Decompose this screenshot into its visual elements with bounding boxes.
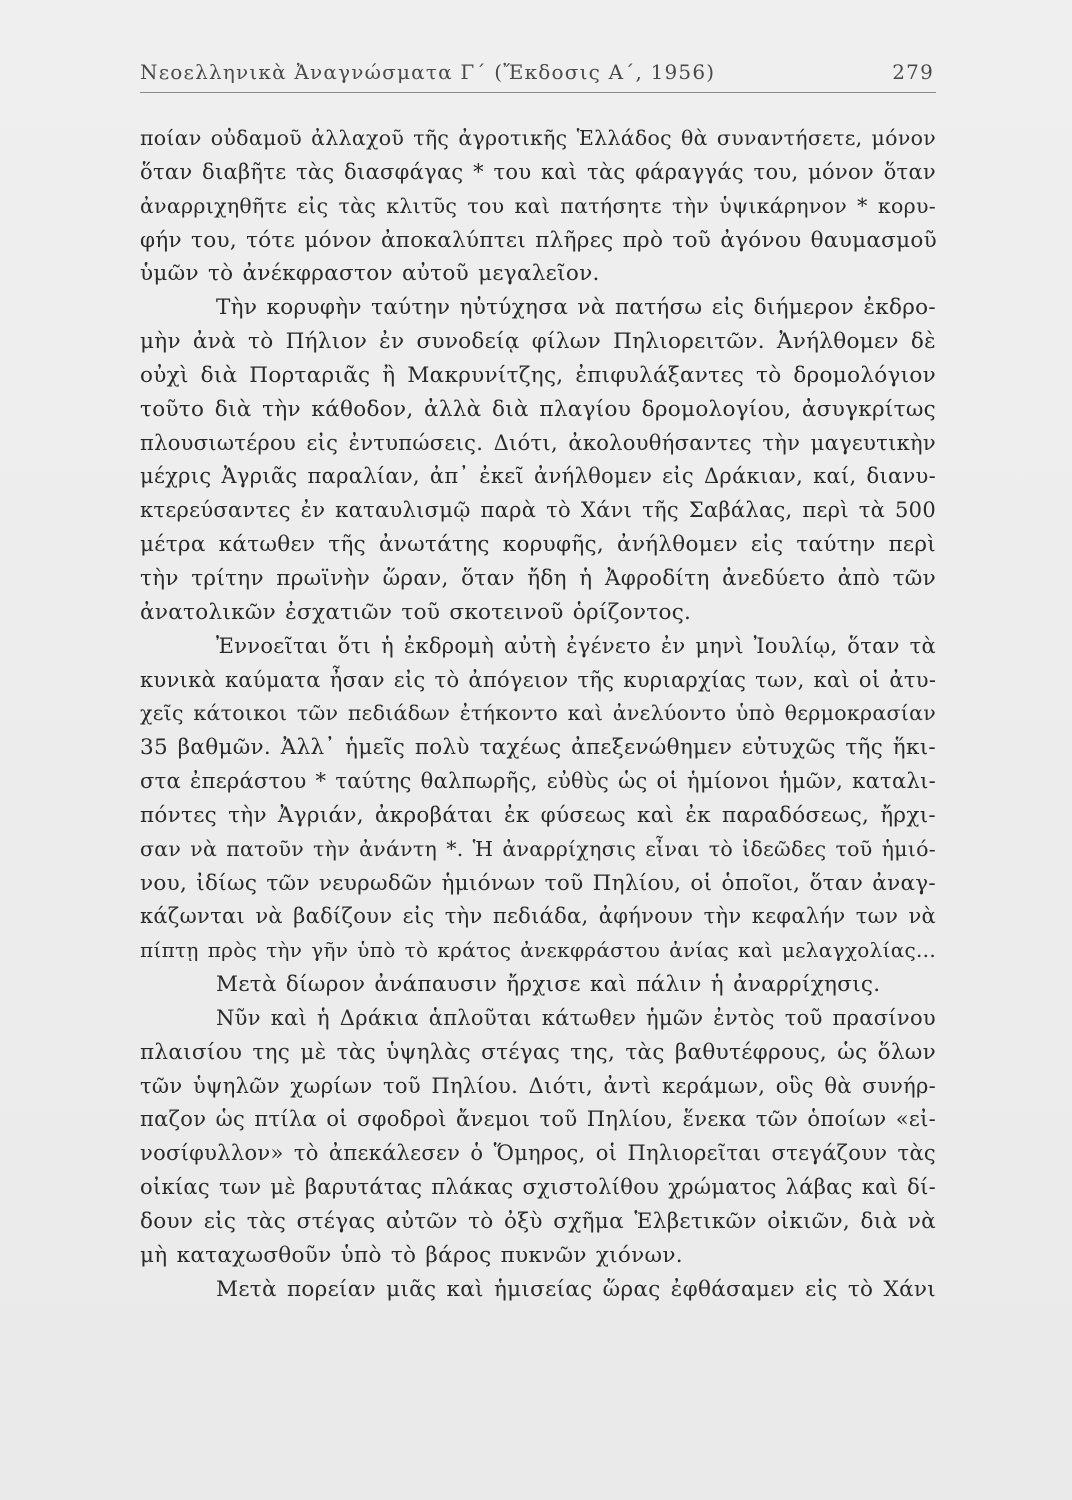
running-head (140, 60, 940, 90)
text-line: νοσίφυλλον» τὸ ἀπεκάλεσεν ὁ Ὅμηρος, οἱ Πηλιορεῖται στεγάζουν τὰς (140, 1141, 936, 1166)
text-line: κυνικὰ καύματα ἦσαν εἰς τὸ ἀπόγειον τῆς κυριαρχίας των, καὶ οἱ ἀτυ- (140, 667, 937, 692)
text-line: νου, ἰδίως τῶν νευρωδῶν ἡμιόνων τοῦ Πηλίου, οἱ ὁποῖοι, ὅταν ἀναγ- (140, 870, 936, 896)
text-line: Τὴν κορυφὴν ταύτην ηὐτύχησα νὰ πατήσω εἰς διήμερον ἐκδρο- (216, 295, 936, 321)
running-head-title: Νεοελληνικὰ Ἀναγνώσματα Γ΄ (Ἔκδοσις Α΄, 1956) (140, 60, 716, 84)
text-line: τοῦτο διὰ τὴν κάθοδον, ἀλλὰ διὰ πλαγίου δρομολογίου, ἀσυγκρίτως (140, 396, 936, 422)
text-line: πόντες τὴν Ἀγριάν, ἀκροβάται ἐκ φύσεως καὶ ἐκ παραδόσεως, ἤρχι- (140, 802, 936, 828)
text-line: στα ἐπεράστου * ταύτης θαλπωρῆς, εὐθὺς ὡς οἱ ἡμίονοι ἡμῶν, καταλι- (140, 769, 936, 794)
text-line: πλουσιωτέρου εἰς ἐντυπώσεις. Διότι, ἀκολουθήσαντες τὴν μαγευτικὴν (140, 430, 936, 455)
text-line: χεῖς κάτοικοι τῶν πεδιάδων ἐτήκοντο καὶ ἀνελύοντο ὑπὸ θερμοκρασίαν (140, 701, 936, 726)
text-line: Ἐννοεῖται ὅτι ἡ ἐκδρομὴ αὐτὴ ἐγένετο ἐν μηνὶ Ἰουλίῳ, ὅταν τὰ (216, 633, 936, 658)
text-line: σαν νὰ πατοῦν τὴν ἀνάντη *. Ἡ ἀναρρίχησις εἶναι τὸ ἰδεῶδες τοῦ ἡμιό- (140, 836, 936, 861)
text-line: παζον ὡς πτίλα οἱ σφοδροὶ ἄνεμοι τοῦ Πηλίου, ἕνεκα τῶν ὁποίων «εἰ- (140, 1107, 936, 1132)
text-line: τὴν τρίτην πρωϊνὴν ὥραν, ὅταν ἤδη ἡ Ἀφροδίτη ἀνεδύετο ἀπὸ τῶν (140, 565, 936, 591)
text-line: 35 βαθμῶν. Ἀλλ᾿ ἡμεῖς πολὺ ταχέως ἀπεξενώθημεν εὐτυχῶς τῆς ἥκι- (140, 735, 936, 761)
page-number: 279 (892, 60, 934, 84)
body-text (140, 122, 936, 1307)
text-line: ὑμῶν τὸ ἀνέκφραστον αὐτοῦ μεγαλεῖον. (140, 261, 600, 287)
text-line: κτερεύσαντες ἐν καταυλισμῷ παρὰ τὸ Χάνι τῆς Σαβάλας, περὶ τὰ 500 (140, 498, 936, 523)
text-line: φήν του, τότε μόνον ἀποκαλύπτει πλῆρες πρὸ τοῦ ἀγόνου θαυμασμοῦ (140, 227, 938, 253)
text-line: Μετὰ πορείαν μιᾶς καὶ ἡμισείας ὥρας ἐφθάσαμεν εἰς τὸ Χάνι (216, 1276, 936, 1302)
text-line: μέτρα κάτωθεν τῆς ἀνωτάτης κορυφῆς, ἀνήλθομεν εἰς ταύτην περὶ (140, 532, 936, 558)
text-line: ἀναρριχηθῆτε εἰς τὰς κλιτῦς του καὶ πατήσητε τὴν ὑψικάρηνον * κορυ- (140, 193, 936, 218)
text-line: οἰκίας των μὲ βαρυτάτας πλάκας σχιστολίθου χρώματος λάβας καὶ δί- (140, 1175, 936, 1200)
header-rule (140, 92, 936, 93)
text-line: Μετὰ δίωρον ἀνάπαυσιν ἤρχισε καὶ πάλιν ἡ ἀναρρίχησις. (216, 972, 881, 998)
text-line: οὐχὶ διὰ Πορταριᾶς ἢ Μακρυνίτζης, ἐπιφυλάξαντες τὸ δρομολόγιον (140, 362, 936, 388)
text-line: μέχρις Ἀγριᾶς παραλίαν, ἀπ᾿ ἐκεῖ ἀνήλθομεν εἰς Δράκιαν, καί, διανυ- (140, 464, 936, 489)
text-line: κάζωνται νὰ βαδίζουν εἰς τὴν πεδιάδα, ἀφήνουν τὴν κεφαλήν των νὰ (140, 904, 936, 929)
text-line: δουν εἰς τὰς στέγας αὐτῶν τὸ ὀξὺ σχῆμα Ἑλβετικῶν οἰκιῶν, διὰ νὰ (140, 1209, 936, 1234)
text-line: πλαισίου της μὲ τὰς ὑψηλὰς στέγας της, τὰς βαθυτέφρους, ὡς ὅλων (140, 1039, 936, 1065)
text-line: Νῦν καὶ ἡ Δράκια ἁπλοῦται κάτωθεν ἡμῶν ἐντὸς τοῦ πρασίνου (216, 1005, 936, 1030)
text-line: ὅταν διαβῆτε τὰς διασφάγας * του καὶ τὰς φάραγγάς του, μόνον ὅταν (140, 159, 936, 184)
text-line: πίπτῃ πρὸς τὴν γῆν ὑπὸ τὸ κράτος ἀνεκφράστου ἀνίας καὶ μελαγχολίας... (140, 938, 936, 963)
text-line: τῶν ὑψηλῶν χωρίων τοῦ Πηλίου. Διότι, ἀντὶ κεράμων, οὓς θὰ συνήρ- (140, 1073, 936, 1098)
text-line: ἀνατολικῶν ἐσχατιῶν τοῦ σκοτεινοῦ ὁρίζοντος. (140, 599, 692, 625)
text-line: μὴ καταχωσθοῦν ὑπὸ τὸ βάρος πυκνῶν χιόνων. (140, 1242, 683, 1268)
text-line: ποίαν οὐδαμοῦ ἀλλαχοῦ τῆς ἀγροτικῆς Ἑλλάδος θὰ συναντήσετε, μόνον (140, 126, 936, 150)
text-line: μὴν ἀνὰ τὸ Πήλιον ἐν συνοδείᾳ φίλων Πηλιορειτῶν. Ἀνήλθομεν δὲ (140, 329, 936, 355)
